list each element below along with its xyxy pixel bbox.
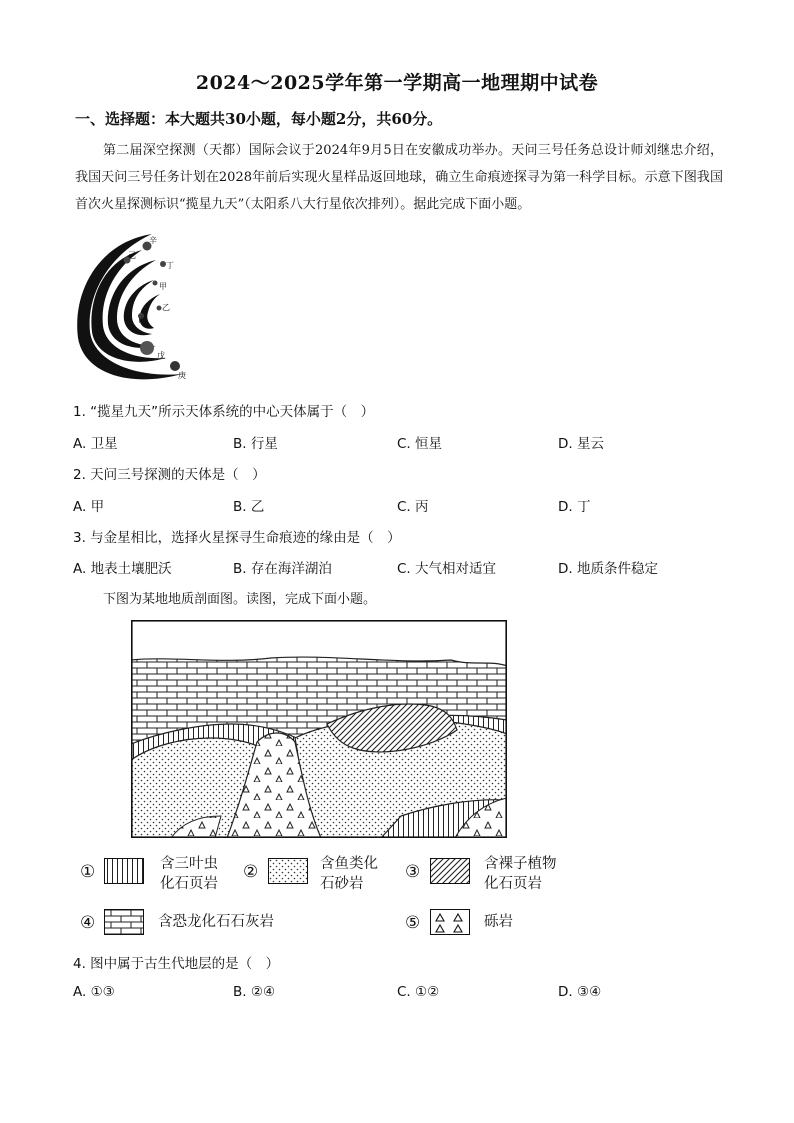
q4-option-a[interactable]: A. ①③ [73,984,115,1000]
label-xin: 辛 [149,236,157,245]
geologic-section-svg [131,620,507,838]
label-geng: 庚 [178,371,186,380]
geologic-cross-section [131,620,507,838]
q2-option-a[interactable]: A. 甲 [73,499,105,515]
legend-1-line2: 化石页岩 [160,876,218,892]
legend-1-line1: 含三叶虫 [160,856,218,872]
label-ding: 丁 [166,261,174,270]
q3-option-c[interactable]: C. 大气相对适宜 [397,561,497,577]
legend-2-swatch [268,858,308,884]
legend-2-line2: 石砂岩 [320,876,364,892]
question-2-stem: 2. 天问三号探测的天体是（ ） [73,467,266,483]
intro-geology: 下图为某地地质剖面图。读图，完成下面小题。 [103,592,377,607]
legend-4-num: ④ [80,913,96,933]
q3-option-b[interactable]: B. 存在海洋湖泊 [233,561,332,577]
legend-3-num: ③ [405,862,421,882]
section-heading: 一、选择题：本大题共30小题，每小题2分，共60分。 [75,110,443,128]
legend-2-label [320,854,378,894]
legend-3-label [484,854,557,894]
label-wu: 戊 [157,351,165,360]
q3-option-a[interactable]: A. 地表土壤肥沃 [73,561,172,577]
legend-5-label: 砾岩 [484,914,513,930]
legend-4-label: 含恐龙化石石灰岩 [158,914,274,930]
legend-3-line1: 含裸子植物 [484,856,557,872]
q4-option-d[interactable]: D. ③④ [558,984,602,1000]
legend-3-line2: 化石页岩 [484,876,542,892]
legend-1-label [160,854,218,894]
label-ji: 己 [128,251,136,260]
label-bing: 丙 [138,315,146,324]
q1-option-b[interactable]: B. 行星 [233,436,278,452]
legend-1-num: ① [80,862,96,882]
q1-option-d[interactable]: D. 星云 [558,436,604,452]
q1-option-a[interactable]: A. 卫星 [73,436,118,452]
q2-option-c[interactable]: C. 丙 [397,499,429,515]
planet-jia-dot [153,281,158,286]
q1-option-c[interactable]: C. 恒星 [397,436,443,452]
legend-5-num: ⑤ [405,913,421,933]
planet-geng-dot [170,361,180,371]
legend-4-swatch [104,909,144,935]
q2-option-d[interactable]: D. 丁 [558,499,591,515]
legend-1-swatch [104,858,144,884]
legend-2-line1: 含鱼类化 [320,856,378,872]
label-jia: 甲 [159,282,167,291]
q4-option-c[interactable]: C. ①② [397,984,440,1000]
question-3-stem: 3. 与金星相比，选择火星探寻生命痕迹的缘由是（ ） [73,530,401,546]
question-4-stem: 4. 图中属于古生代地层的是（ ） [73,956,280,972]
mars-logo-svg [70,228,200,388]
intro-paragraph: 第二届深空探测（天都）国际会议于2024年9月5日在安徽成功举办。天问三号任务总设计师刘继忠介绍，我国天问三号任务计划在2028年前后实现火星样品返回地球，确立生命痕迹探寻为第一科学目标。示意下图我国首次火星探测标识“揽星九天”（太阳系八大行星依次排列）。据此完成下面小题。 [75,143,723,212]
legend-5-swatch [430,909,470,935]
mars-logo-figure [70,228,200,388]
q3-option-d[interactable]: D. 地质条件稳定 [558,561,658,577]
legend-3-swatch [430,858,470,884]
planet-wu-dot [140,341,154,355]
planet-yi-dot [157,306,162,311]
q4-option-b[interactable]: B. ②④ [233,984,276,1000]
q2-option-b[interactable]: B. 乙 [233,499,265,515]
question-1-stem: 1. “揽星九天”所示天体系统的中心天体属于（ ） [73,404,375,420]
legend-2-num: ② [243,862,259,882]
label-yi: 乙 [162,303,170,312]
exam-title: 2024～2025学年第一学期高一地理期中试卷 [195,72,599,94]
